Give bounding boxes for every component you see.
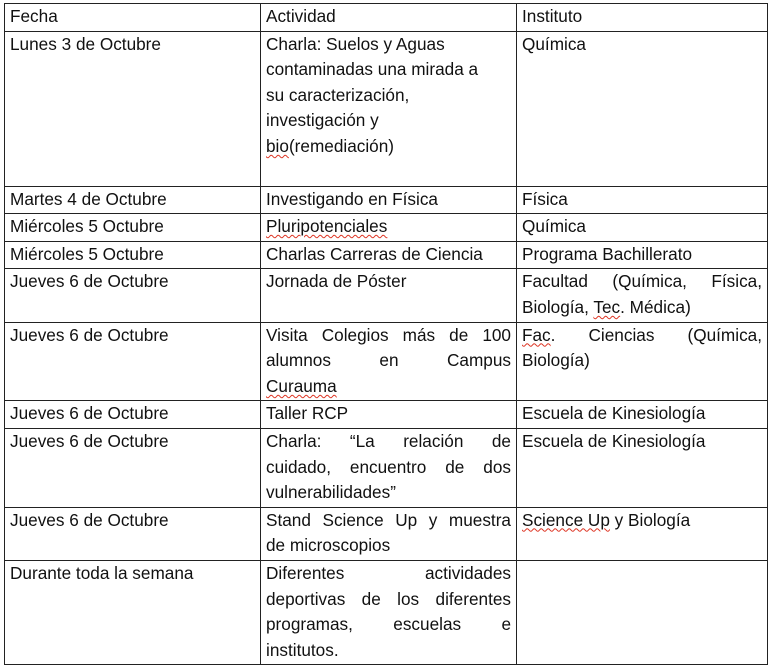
actividad-line: vulnerabilidades” (266, 482, 396, 503)
actividad-line: Visita Colegios más de 100 (266, 324, 511, 345)
table-row (5, 186, 768, 214)
cell-actividad (261, 214, 517, 242)
table-row (5, 214, 768, 242)
instituto-text: Biología, (522, 296, 594, 317)
cell-instituto: Programa Bachillerato (517, 241, 768, 269)
actividad-text: (remediación) (288, 135, 395, 156)
actividad-line: cuidado, encuentro de dos (266, 456, 511, 477)
actividad-line: Stand Science Up y muestra (266, 509, 511, 530)
instituto-line (522, 323, 762, 349)
header-instituto: Instituto (517, 4, 768, 32)
cell-instituto: Química (517, 214, 768, 242)
table-row (5, 269, 768, 322)
table-row (5, 322, 768, 401)
actividad-line: de microscopios (266, 535, 391, 556)
cell-instituto (517, 322, 768, 401)
cell-instituto (517, 507, 768, 560)
actividad-line: Diferentes actividades (266, 562, 511, 583)
header-fecha: Fecha (5, 4, 261, 32)
actividad-line: Charla: “La relación de (266, 430, 511, 451)
actividad-line (266, 374, 511, 400)
table-row (5, 428, 768, 507)
actividad-line: su caracterización, (266, 84, 410, 105)
cell-fecha: Miércoles 5 Octubre (5, 214, 261, 242)
instituto-line: Biología) (522, 350, 590, 371)
cell-instituto: Química (517, 31, 768, 186)
instituto-line: Facultad (Química, Física, (522, 271, 762, 292)
table-row (5, 241, 768, 269)
cell-fecha: Miércoles 5 Octubre (5, 241, 261, 269)
cell-instituto (517, 269, 768, 322)
table-row (5, 507, 768, 560)
table-row (5, 31, 768, 186)
cell-fecha: Durante toda la semana (5, 560, 261, 664)
cell-instituto (517, 560, 768, 664)
actividad-line (266, 134, 511, 160)
cell-actividad (261, 560, 517, 664)
table-row (5, 560, 768, 664)
cell-fecha: Jueves 6 de Octubre (5, 322, 261, 401)
cell-fecha: Jueves 6 de Octubre (5, 507, 261, 560)
instituto-text: . Ciencias (Química, (550, 324, 762, 345)
cell-fecha: Lunes 3 de Octubre (5, 31, 261, 186)
spellcheck-word: bio (266, 135, 289, 156)
instituto-text: y Biología (609, 509, 691, 530)
table-row (5, 401, 768, 429)
spellcheck-word: Fac (522, 324, 551, 345)
table-header-row (5, 4, 768, 32)
spellcheck-word: Science Up (522, 509, 610, 530)
cell-instituto: Física (517, 186, 768, 214)
cell-fecha: Jueves 6 de Octubre (5, 428, 261, 507)
actividad-line: deportivas de los diferentes (266, 588, 511, 609)
cell-actividad (261, 428, 517, 507)
actividad-line: investigación y (266, 110, 379, 131)
schedule-table (4, 3, 768, 665)
instituto-text: . Médica) (620, 296, 691, 317)
actividad-line: Charla: Suelos y Aguas (266, 33, 445, 54)
cell-actividad (261, 322, 517, 401)
cell-fecha: Jueves 6 de Octubre (5, 269, 261, 322)
cell-actividad: Charlas Carreras de Ciencia (261, 241, 517, 269)
cell-actividad (261, 31, 517, 186)
header-actividad: Actividad (261, 4, 517, 32)
instituto-line (522, 295, 762, 321)
actividad-line: alumnos en Campus (266, 350, 511, 371)
spellcheck-word: Curauma (266, 375, 337, 396)
cell-actividad: Jornada de Póster (261, 269, 517, 322)
actividad-line: institutos. (266, 639, 339, 660)
cell-instituto: Escuela de Kinesiología (517, 428, 768, 507)
actividad-line: programas, escuelas e (266, 614, 511, 635)
cell-instituto: Escuela de Kinesiología (517, 401, 768, 429)
spellcheck-word: Pluripotenciales (266, 216, 388, 237)
actividad-line: contaminadas una mirada a (266, 59, 479, 80)
cell-fecha: Jueves 6 de Octubre (5, 401, 261, 429)
cell-fecha: Martes 4 de Octubre (5, 186, 261, 214)
cell-actividad (261, 507, 517, 560)
cell-actividad: Taller RCP (261, 401, 517, 429)
cell-actividad: Investigando en Física (261, 186, 517, 214)
spellcheck-word: Tec (593, 296, 621, 317)
